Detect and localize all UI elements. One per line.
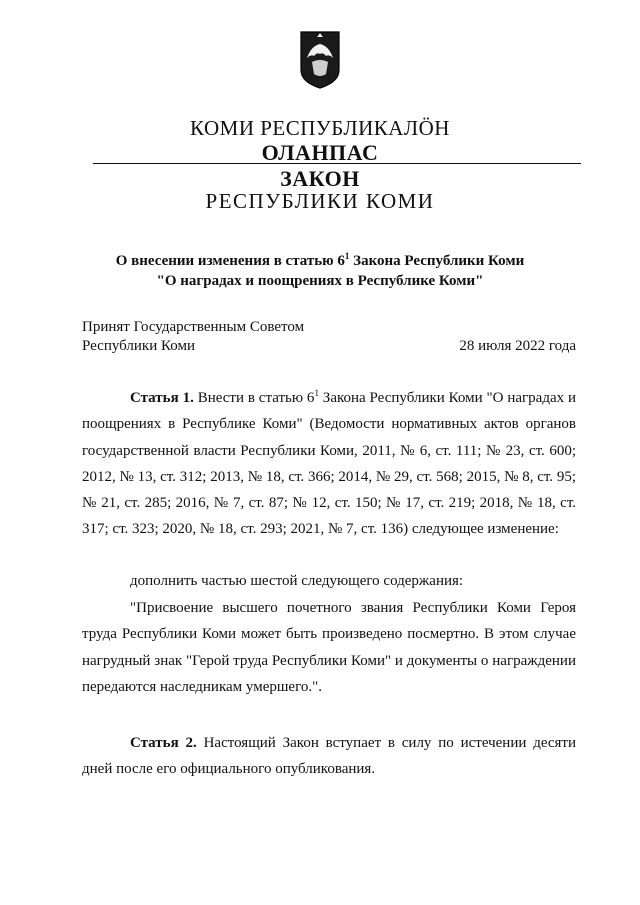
law-title-line1-b: Закона Республики Коми (349, 253, 525, 269)
article1-sub-paragraph (82, 568, 576, 594)
law-title-line2: "О наградах и поощрениях в Республике Коми" (156, 273, 484, 289)
article1-paragraph (82, 385, 576, 543)
article1-sub-text: дополнить частью шестой следующего содержания: (130, 573, 464, 589)
header-republic: РЕСПУБЛИКИ КОМИ (205, 189, 435, 213)
article1-quote-text: "Присвоение высшего почетного звания Республики Коми Героя труда Республики Коми может быть произведено посмертно. В этом случае нагрудный знак "Герой труда Республики Коми" и документы о награждении передаются наследникам умершего.". (82, 600, 576, 695)
article1-text-b: Закона Республики Коми "О наградах и поощрениях в Республике Коми" (Ведомости нормативных актов органов государственной власти Республики Коми, 2011, № 6, ст. 111; № 23, ст. 600; 2012, № 13, ст. 312; 2013, № 18, ст. 366; 2014, № 29, ст. 568; 2015, № 8, ст. 95; № 21, ст. 285; 2016, № 7, ст. 87; № 12, ст. 150; № 17, ст. 219; 2018, № 18, ст. 317; ст. 323; 2020, № 18, ст. 293; 2021, № 7, ст. 136) следующее изменение: (82, 390, 576, 538)
article2-paragraph (82, 730, 576, 783)
adoption-block (82, 318, 576, 356)
adoption-line2: Республики Коми (82, 338, 195, 354)
article2-text: Настоящий Закон вступает в силу по истечении десяти дней после его официального опубликования. (82, 735, 577, 778)
law-title-sup: 1 (344, 251, 350, 261)
law-title-line1-a: О внесении изменения в статью 6 (115, 253, 345, 269)
article1-quote-paragraph (82, 595, 576, 700)
header-komi-line: КОМИ РЕСПУБЛИКАЛӦН (190, 116, 450, 140)
komi-coat-of-arms-icon (299, 28, 341, 90)
article1-text-a: Внести в статью 6 (193, 390, 315, 406)
article1-sup: 1 (314, 388, 319, 398)
header-olanpas: ОЛАНПАС (261, 140, 379, 165)
law-title (60, 246, 580, 291)
header-divider (93, 163, 581, 164)
header-zakon: ЗАКОН (280, 166, 360, 191)
adoption-date: 28 июля 2022 года (459, 338, 576, 354)
article1-label: Статья 1. (130, 390, 194, 406)
law-title-line1 (60, 246, 580, 271)
article2-label: Статья 2. (130, 735, 197, 751)
adoption-line1: Принят Государственным Советом (82, 319, 305, 335)
